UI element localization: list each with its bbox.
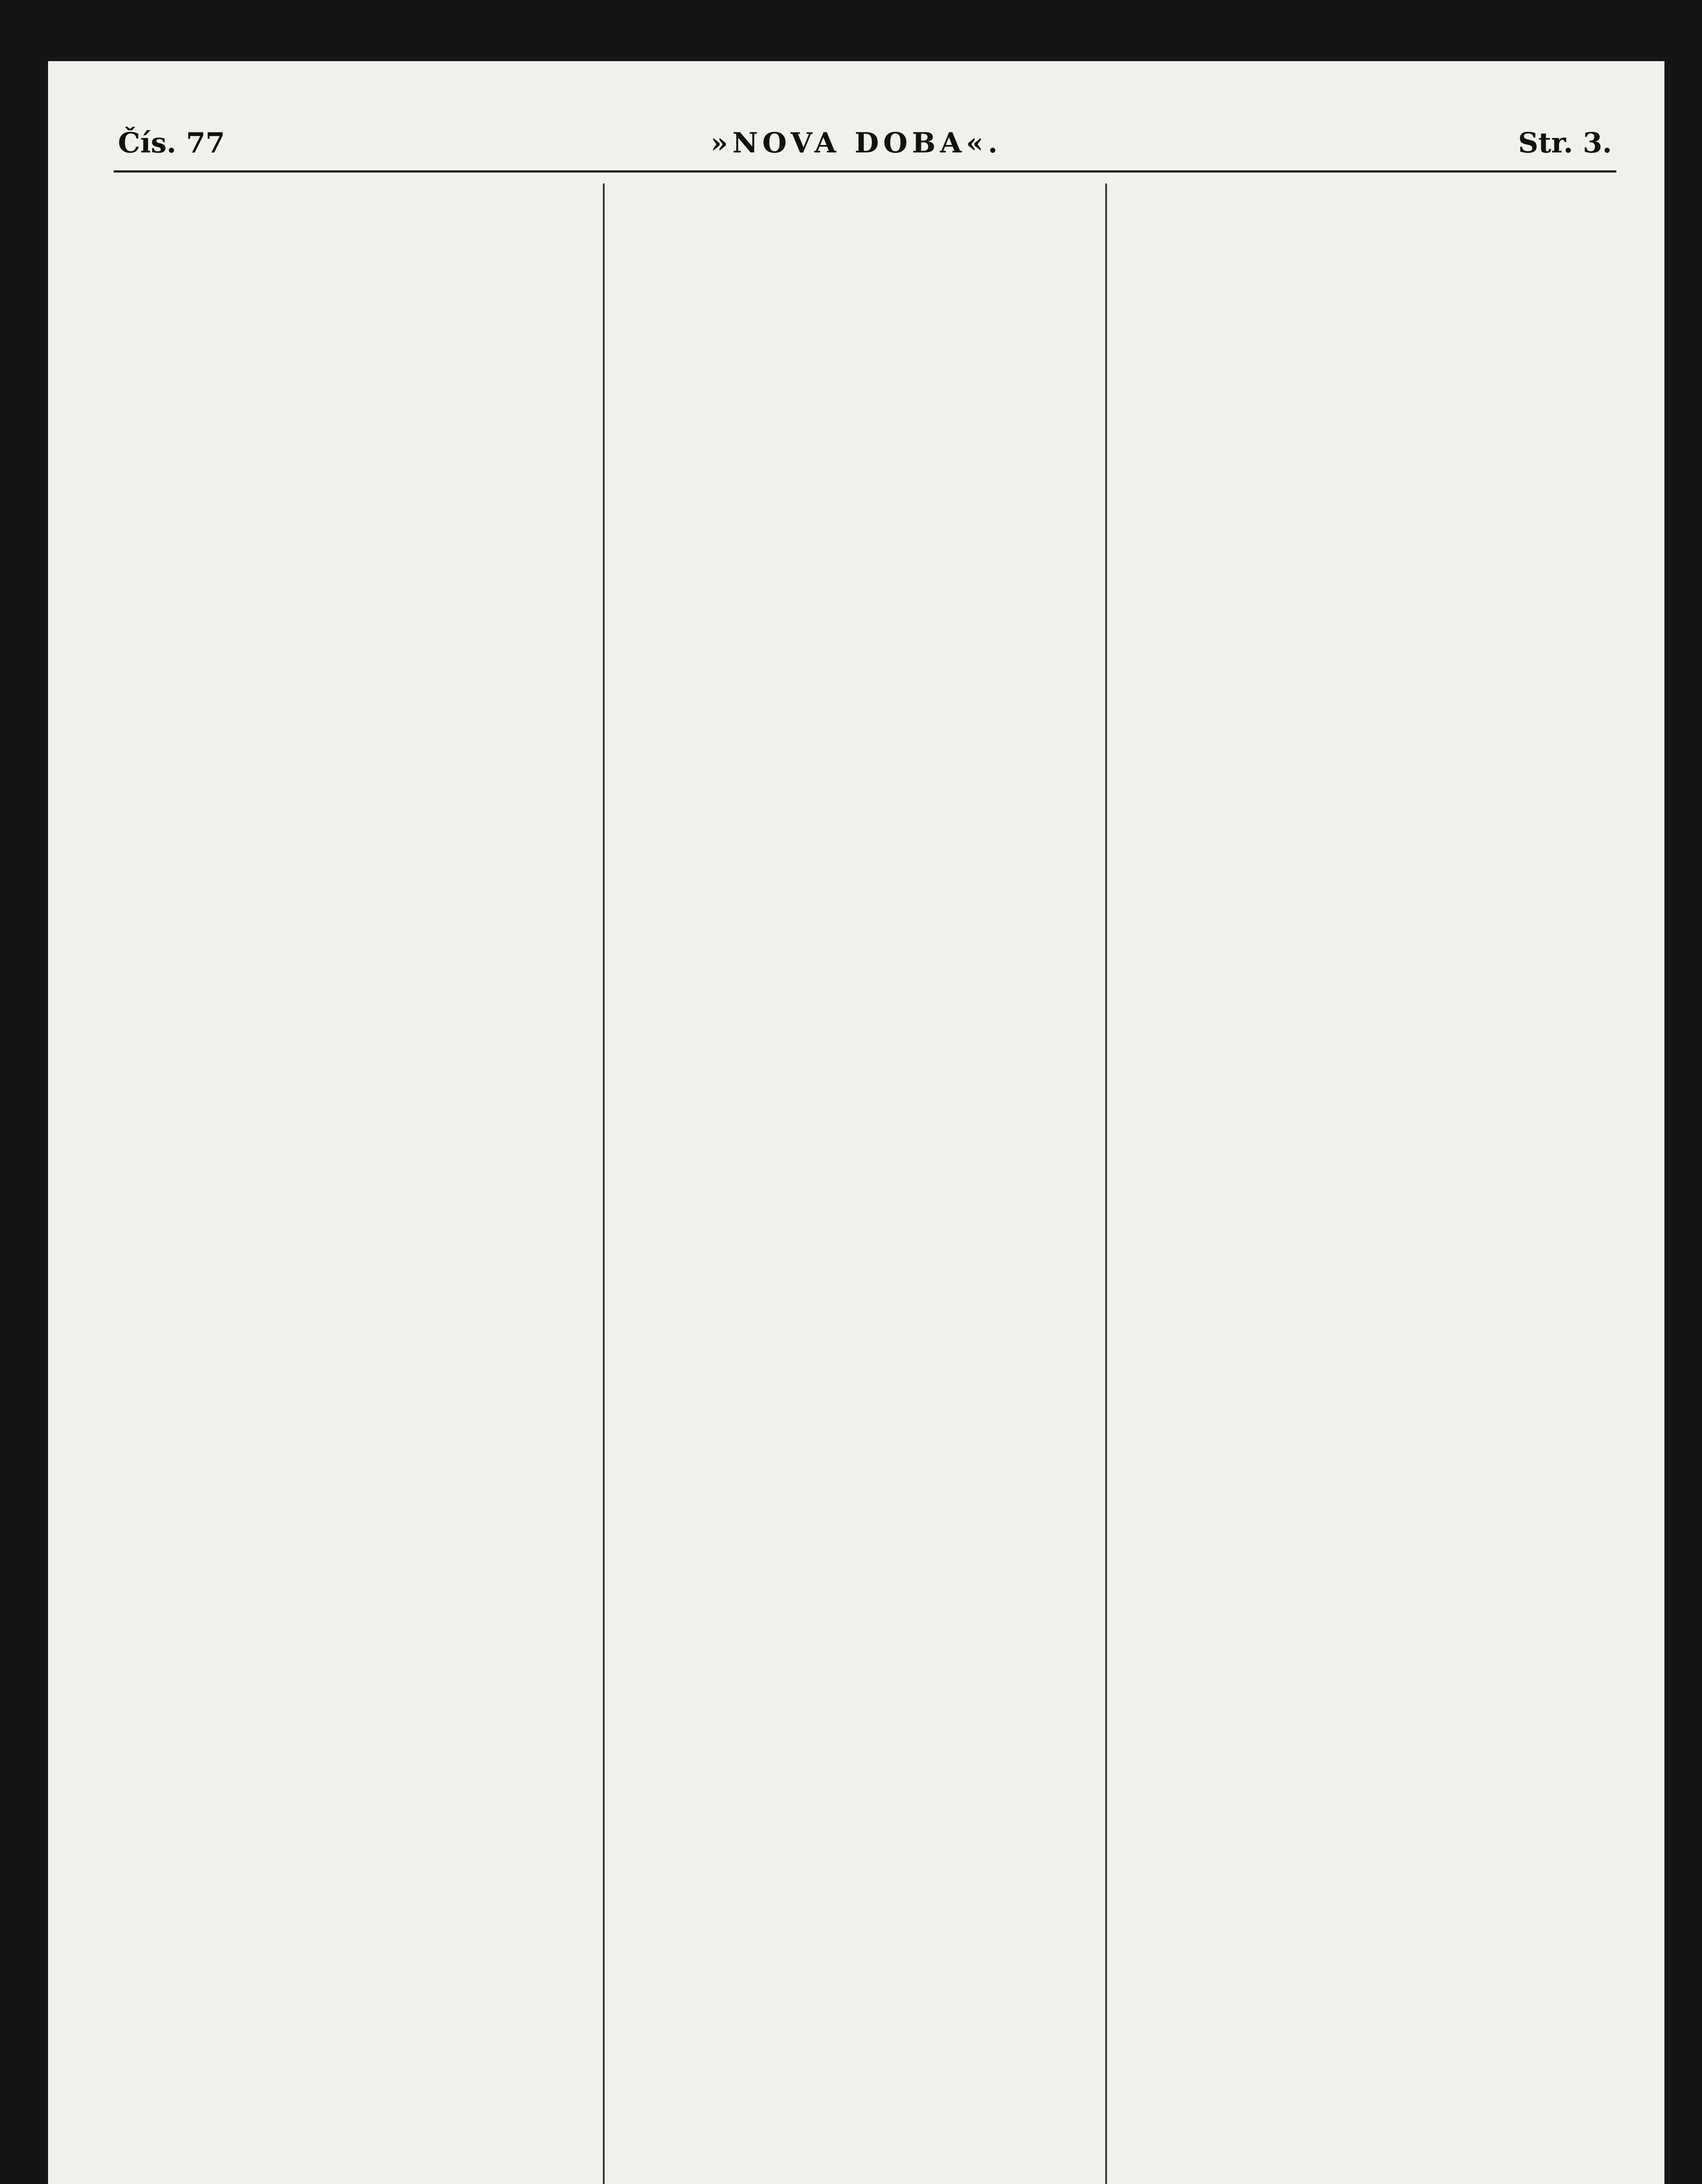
column-rule xyxy=(1105,183,1107,2184)
page-header xyxy=(48,61,1664,175)
column-3 xyxy=(1118,183,1616,2184)
page-number: Str. 3. xyxy=(1518,127,1612,159)
column-rule xyxy=(603,183,605,2184)
issue-number: Čís. 77 xyxy=(118,127,225,159)
newspaper-page xyxy=(48,61,1664,2184)
column-2 xyxy=(616,183,1092,2184)
header-rule xyxy=(114,170,1616,173)
masthead: »NOVA DOBA«. xyxy=(710,127,1002,159)
column-1 xyxy=(114,183,590,2184)
